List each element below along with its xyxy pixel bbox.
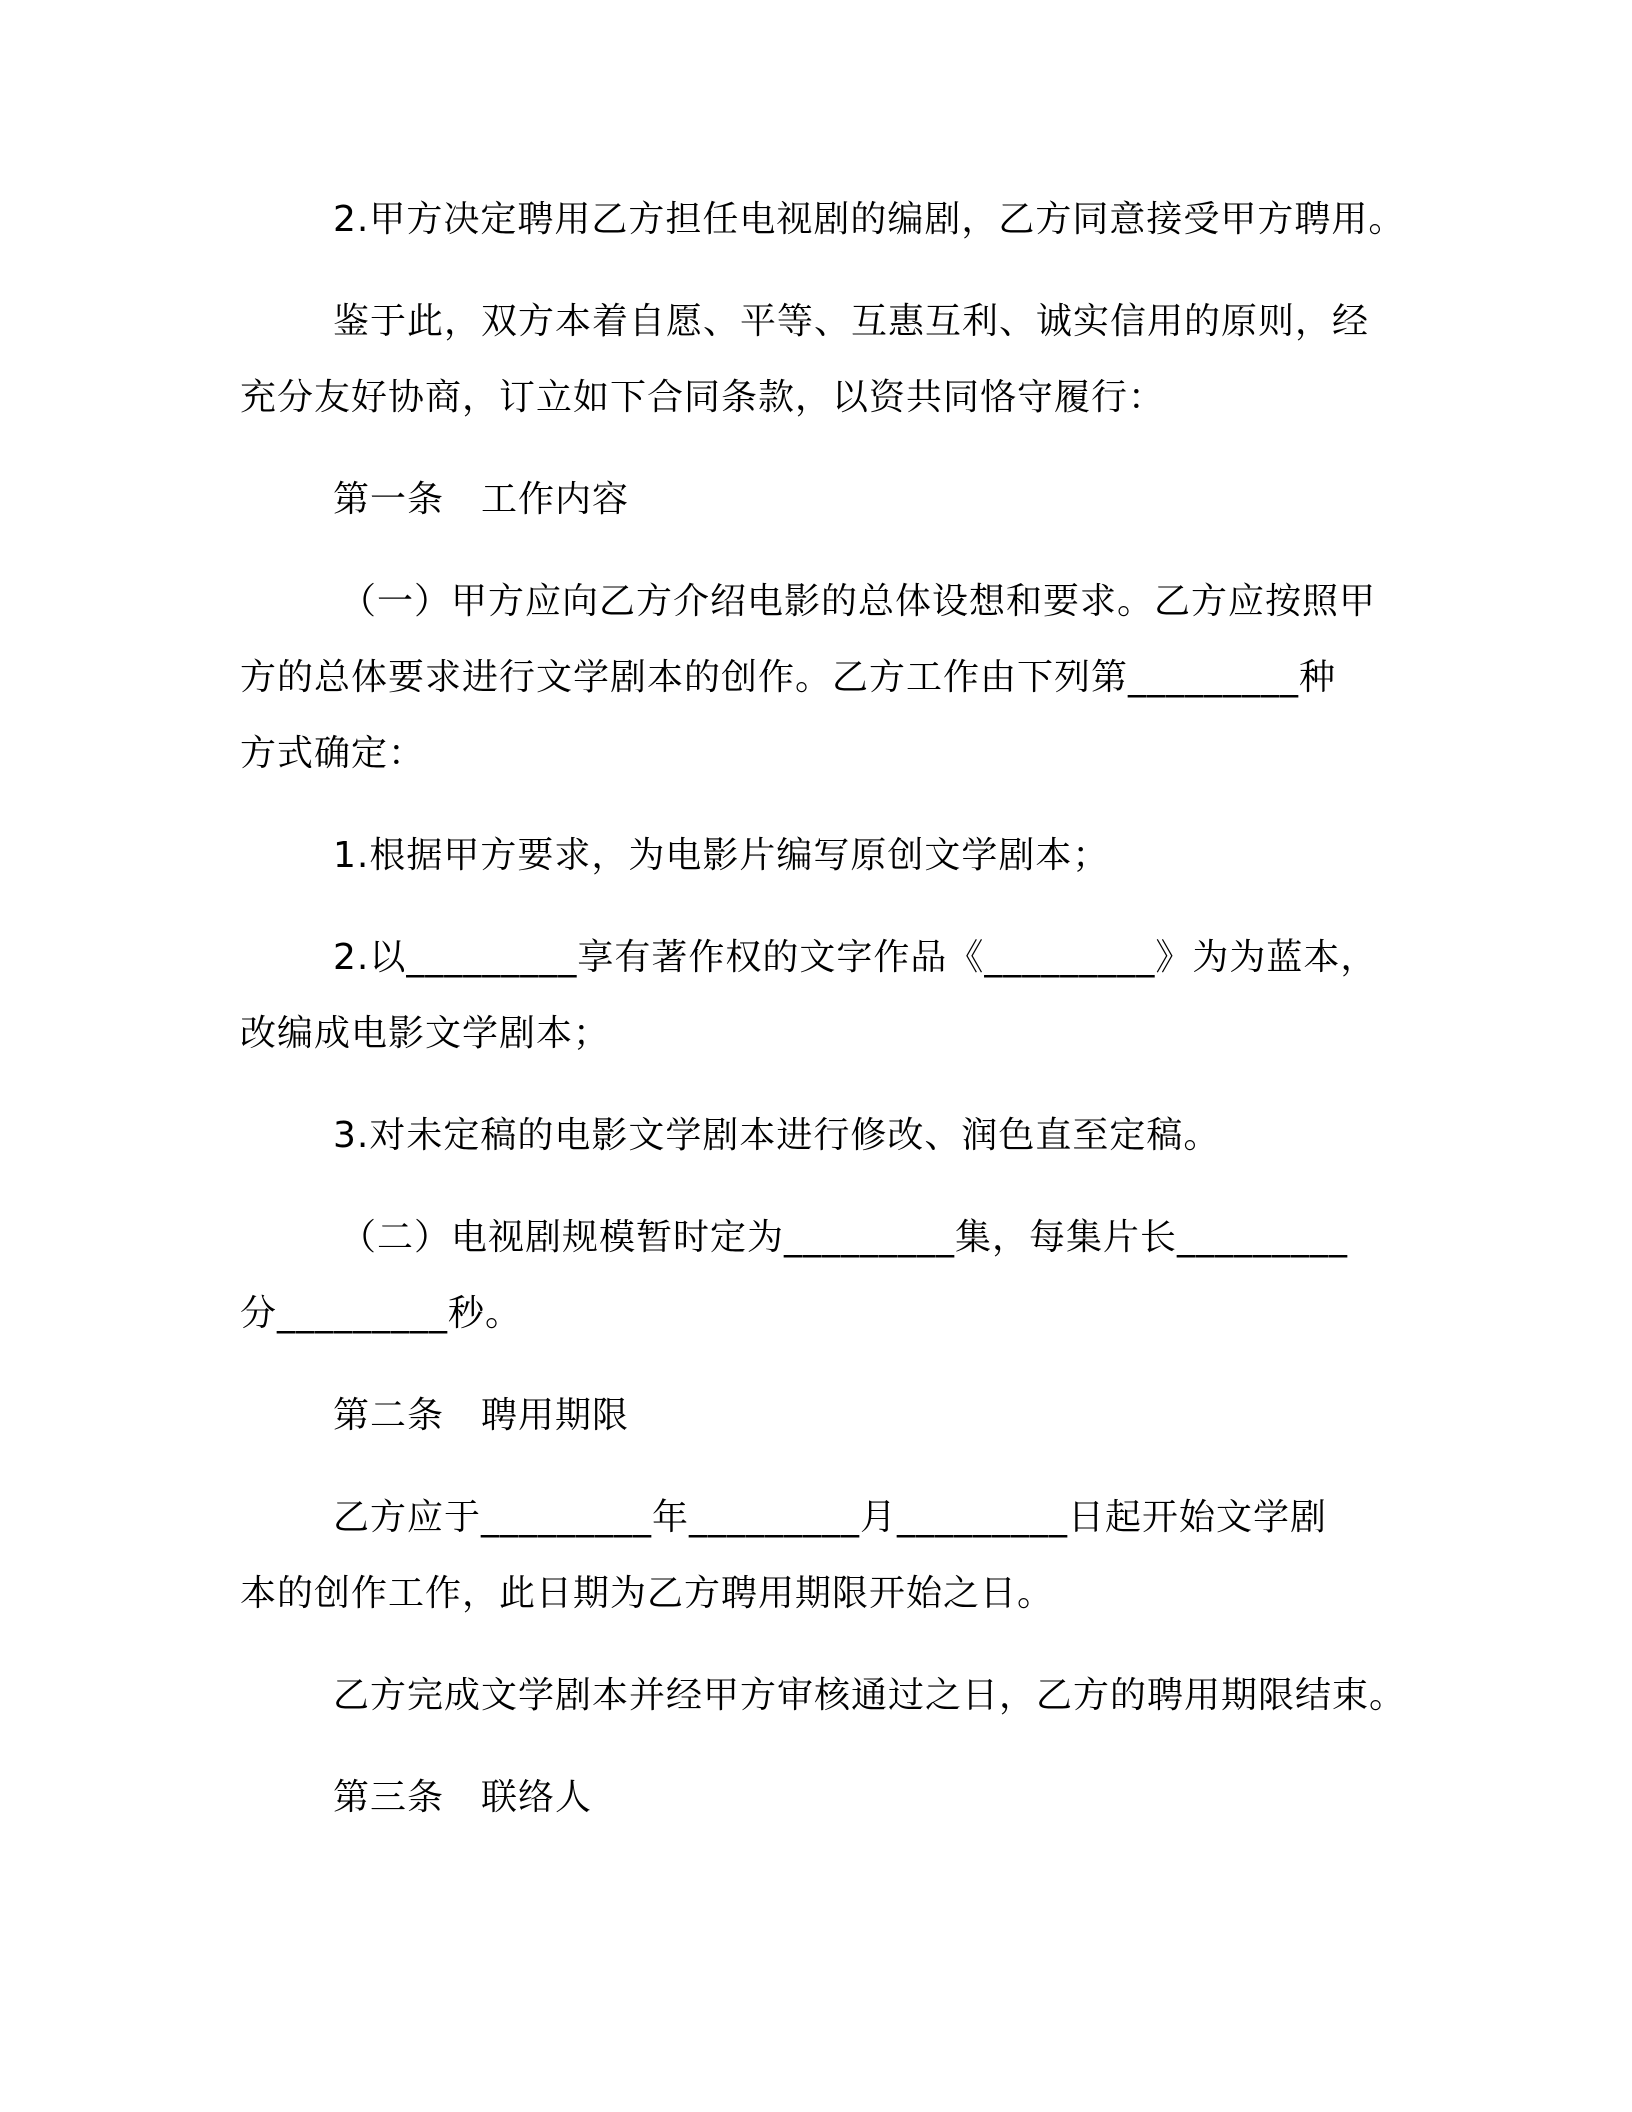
article-2-para-2: 乙方完成文学剧本并经甲方审核通过之日，乙方的聘用期限结束。: [333, 1675, 1407, 1716]
article-1-item-2-line-1: （二）电视剧规模暂时定为_________集，每集片长_________: [340, 1217, 1349, 1258]
article-1-item-1-line-2: 方的总体要求进行文学剧本的创作。乙方工作由下列第_________种: [240, 657, 1337, 698]
option-1: 1.根据甲方要求，为电影片编写原创文学剧本；: [333, 835, 1110, 876]
article-2-para-1-line-1: 乙方应于_________年_________月_________日起开始文学剧: [333, 1497, 1328, 1538]
preamble-line-1: 鉴于此，双方本着自愿、平等、互惠互利、诚实信用的原则，经: [333, 301, 1370, 342]
clause-2-employment: 2.甲方决定聘用乙方担任电视剧的编剧，乙方同意接受甲方聘用。: [333, 199, 1406, 240]
article-3-heading: 第三条 联络人: [333, 1777, 593, 1818]
article-1-item-2-line-2: 分_________秒。: [240, 1293, 523, 1334]
option-2-line-1: 2.以_________享有著作权的文字作品《_________》为为蓝本，: [333, 937, 1378, 978]
option-3: 3.对未定稿的电影文学剧本进行修改、润色直至定稿。: [333, 1115, 1221, 1156]
article-2-para-1-line-2: 本的创作工作，此日期为乙方聘用期限开始之日。: [240, 1573, 1055, 1614]
article-2-heading: 第二条 聘用期限: [333, 1395, 630, 1436]
option-2-line-2: 改编成电影文学剧本；: [240, 1013, 611, 1054]
preamble-line-2: 充分友好协商，订立如下合同条款，以资共同恪守履行：: [240, 377, 1166, 418]
article-1-item-1-line-3: 方式确定：: [240, 733, 426, 774]
article-1-item-1-line-1: （一）甲方应向乙方介绍电影的总体设想和要求。乙方应按照甲: [340, 581, 1377, 622]
article-1-heading: 第一条 工作内容: [333, 479, 630, 520]
